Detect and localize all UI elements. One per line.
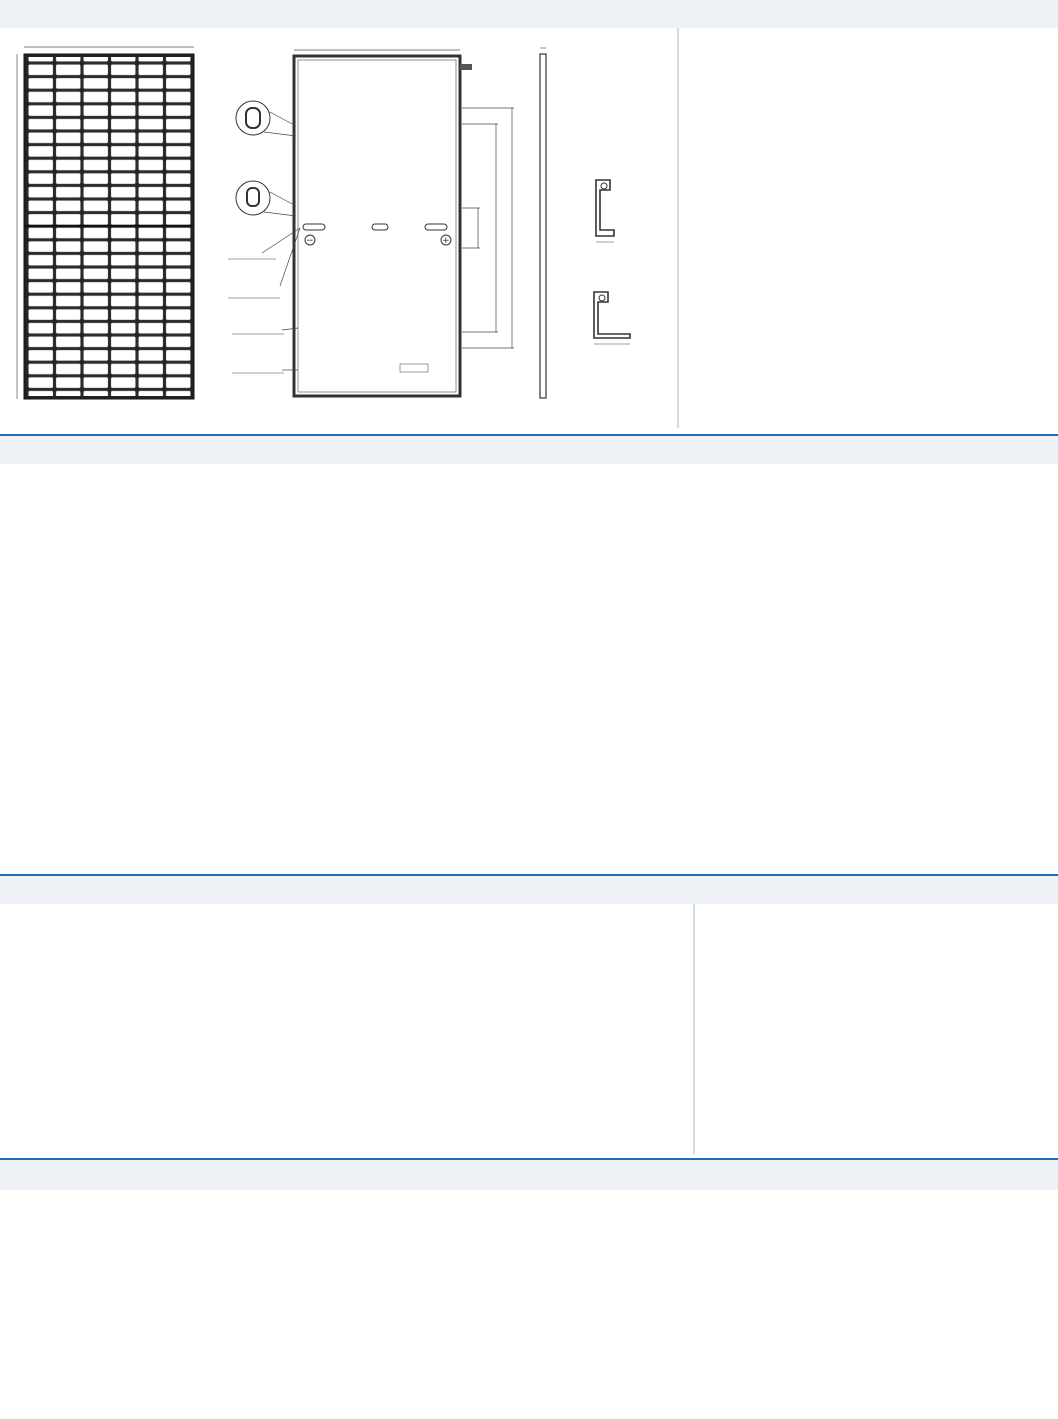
svg-text:−: −: [306, 236, 314, 246]
module-drawing: [0, 30, 676, 435]
noct-app-divider: [693, 904, 695, 1154]
curves-header-bar: [0, 1160, 1058, 1190]
top-strip: [0, 0, 678, 28]
noct-header-bar: [0, 876, 1058, 904]
iv-irradiance-chart: [0, 1220, 260, 1419]
side-profile: [540, 54, 546, 398]
chart-3-title: [822, 1204, 834, 1219]
iv-temperature-chart: [790, 1220, 1058, 1419]
pv-irradiance-chart: [394, 1220, 654, 1419]
spec-divider: [677, 28, 679, 428]
svg-text:+: +: [442, 236, 450, 246]
spec-header-bar: [678, 0, 1058, 28]
stc-header-bar: [0, 436, 1058, 464]
chart-2-title: [432, 1204, 444, 1219]
chart-1-title: [34, 1204, 46, 1219]
